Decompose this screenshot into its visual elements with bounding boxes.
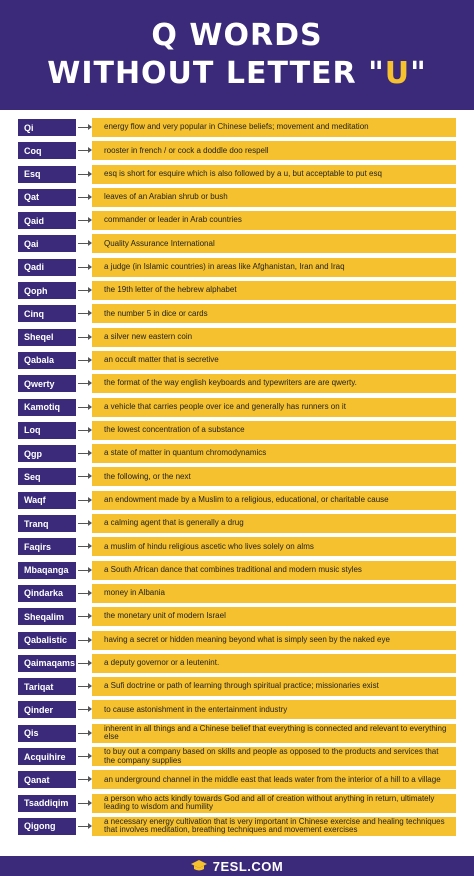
arrow-right-icon (78, 453, 91, 454)
arrow-right-icon (78, 570, 91, 571)
word-label: Qanat (18, 771, 76, 788)
arrow-right-icon (78, 826, 91, 827)
list-item (0, 232, 474, 255)
list-item (0, 768, 474, 791)
title-prefix: WITHOUT LETTER " (47, 56, 385, 91)
list-item (0, 722, 474, 745)
word-label: Loq (18, 422, 76, 439)
list-item (0, 279, 474, 302)
list-item (0, 163, 474, 186)
arrow-right-icon (78, 709, 91, 710)
arrow-right-icon (78, 500, 91, 501)
list-item (0, 512, 474, 535)
word-label: Qat (18, 189, 76, 206)
definition-text: an endowment made by a Muslim to a religious, educational, or charitable cause (92, 491, 456, 510)
word-label: Qinder (18, 701, 76, 718)
header-banner (0, 0, 474, 110)
definition-text: Quality Assurance International (92, 234, 456, 253)
definition-text: esq is short for esquire which is also followed by a u, but acceptable to put esq (92, 165, 456, 184)
word-list (0, 116, 474, 838)
word-label: Qgp (18, 445, 76, 462)
list-item (0, 559, 474, 582)
arrow-right-icon (78, 150, 91, 151)
list-item (0, 792, 474, 815)
word-label: Qai (18, 235, 76, 252)
definition-text: money in Albania (92, 584, 456, 603)
definition-text: a deputy governor or a leutenint. (92, 654, 456, 673)
definition-text: a silver new eastern coin (92, 328, 456, 347)
arrow-right-icon (78, 127, 91, 128)
list-item (0, 815, 474, 838)
arrow-right-icon (78, 663, 91, 664)
word-label: Kamotiq (18, 399, 76, 416)
definition-text: inherent in all things and a Chinese belief that everything is connected and relevant to everything else (92, 724, 456, 743)
list-item (0, 675, 474, 698)
word-label: Qabalistic (18, 632, 76, 649)
arrow-right-icon (78, 756, 91, 757)
definition-text: a vehicle that carries people over ice and generally has runners on it (92, 398, 456, 417)
word-label: Faqirs (18, 538, 76, 555)
list-item (0, 465, 474, 488)
arrow-right-icon (78, 733, 91, 734)
arrow-right-icon (78, 174, 91, 175)
arrow-right-icon (78, 313, 91, 314)
word-label: Sheqalim (18, 608, 76, 625)
definition-text: a South African dance that combines traditional and modern music styles (92, 561, 456, 580)
title-line-1: Q WORDS (151, 18, 323, 53)
list-item (0, 372, 474, 395)
title-suffix: " (410, 56, 427, 91)
definition-text: having a secret or hidden meaning beyond what is simply seen by the naked eye (92, 631, 456, 650)
definition-text: to buy out a company based on skills and people as opposed to the products and services that the company supplies (92, 747, 456, 766)
definition-text: an underground channel in the middle east that leads water from the interior of a hill to a village (92, 770, 456, 789)
list-item (0, 629, 474, 652)
word-label: Sheqel (18, 329, 76, 346)
definition-text: the number 5 in dice or cards (92, 304, 456, 323)
list-item (0, 605, 474, 628)
graduation-cap-icon (191, 860, 207, 872)
arrow-right-icon (78, 779, 91, 780)
definition-text: the 19th letter of the hebrew alphabet (92, 281, 456, 300)
arrow-right-icon (78, 407, 91, 408)
arrow-right-icon (78, 476, 91, 477)
arrow-right-icon (78, 290, 91, 291)
arrow-right-icon (78, 593, 91, 594)
definition-text: a muslim of hindu religious ascetic who lives solely on alms (92, 537, 456, 556)
word-label: Qindarka (18, 585, 76, 602)
arrow-right-icon (78, 430, 91, 431)
list-item (0, 116, 474, 139)
word-label: Qabala (18, 352, 76, 369)
list-item (0, 582, 474, 605)
arrow-right-icon (78, 267, 91, 268)
word-label: Mbaqanga (18, 562, 76, 579)
word-label: Tariqat (18, 678, 76, 695)
word-label: Coq (18, 142, 76, 159)
list-item (0, 326, 474, 349)
arrow-right-icon (78, 523, 91, 524)
definition-text: the monetary unit of modern Israel (92, 607, 456, 626)
definition-text: the following, or the next (92, 467, 456, 486)
arrow-right-icon (78, 383, 91, 384)
list-item (0, 745, 474, 768)
word-label: Qoph (18, 282, 76, 299)
definition-text: a Sufi doctrine or path of learning through spiritual practice; missionaries exist (92, 677, 456, 696)
list-item (0, 535, 474, 558)
list-item (0, 698, 474, 721)
list-item (0, 419, 474, 442)
list-item (0, 139, 474, 162)
word-label: Esq (18, 166, 76, 183)
word-label: Acquihire (18, 748, 76, 765)
list-item (0, 489, 474, 512)
word-label: Waqf (18, 492, 76, 509)
word-label: Qaid (18, 212, 76, 229)
definition-text: leaves of an Arabian shrub or bush (92, 188, 456, 207)
definition-text: to cause astonishment in the entertainment industry (92, 700, 456, 719)
arrow-right-icon (78, 546, 91, 547)
arrow-right-icon (78, 803, 91, 804)
list-item (0, 209, 474, 232)
word-label: Tsaddiqim (18, 795, 76, 812)
word-label: Qi (18, 119, 76, 136)
definition-text: the format of the way english keyboards and typewriters are are qwerty. (92, 374, 456, 393)
definition-text: a state of matter in quantum chromodynamics (92, 444, 456, 463)
list-item (0, 442, 474, 465)
definition-text: a necessary energy cultivation that is very important in Chinese exercise and healing techniques that involves meditation, breathing techniques and movement exercises (92, 817, 456, 836)
definition-text: an occult matter that is secretive (92, 351, 456, 370)
definition-text: a calming agent that is generally a drug (92, 514, 456, 533)
list-item (0, 186, 474, 209)
word-label: Qaimaqams (18, 655, 76, 672)
word-label: Cinq (18, 305, 76, 322)
arrow-right-icon (78, 243, 91, 244)
word-label: Qadi (18, 259, 76, 276)
definition-text: commander or leader in Arab countries (92, 211, 456, 230)
title-line-2 (47, 55, 427, 93)
definition-text: the lowest concentration of a substance (92, 421, 456, 440)
arrow-right-icon (78, 220, 91, 221)
arrow-right-icon (78, 360, 91, 361)
arrow-right-icon (78, 616, 91, 617)
list-item (0, 652, 474, 675)
word-label: Qigong (18, 818, 76, 835)
definition-text: a judge (in Islamic countries) in areas like Afghanistan, Iran and Iraq (92, 258, 456, 277)
footer-brand: 7ESL.COM (212, 858, 284, 874)
list-item (0, 349, 474, 372)
word-label: Seq (18, 468, 76, 485)
arrow-right-icon (78, 686, 91, 687)
list-item (0, 396, 474, 419)
word-label: Tranq (18, 515, 76, 532)
definition-text: a person who acts kindly towards God and all of creation without anything in return, ultimately leading to wisdom and humility (92, 794, 456, 813)
list-item (0, 302, 474, 325)
arrow-right-icon (78, 337, 91, 338)
word-label: Qis (18, 725, 76, 742)
arrow-right-icon (78, 197, 91, 198)
word-label: Qwerty (18, 375, 76, 392)
footer-bar (0, 856, 474, 876)
list-item (0, 256, 474, 279)
definition-text: energy flow and very popular in Chinese beliefs; movement and meditation (92, 118, 456, 137)
definition-text: rooster in french / or cock a doddle doo respell (92, 141, 456, 160)
title-highlight-letter: U (384, 56, 411, 91)
arrow-right-icon (78, 640, 91, 641)
